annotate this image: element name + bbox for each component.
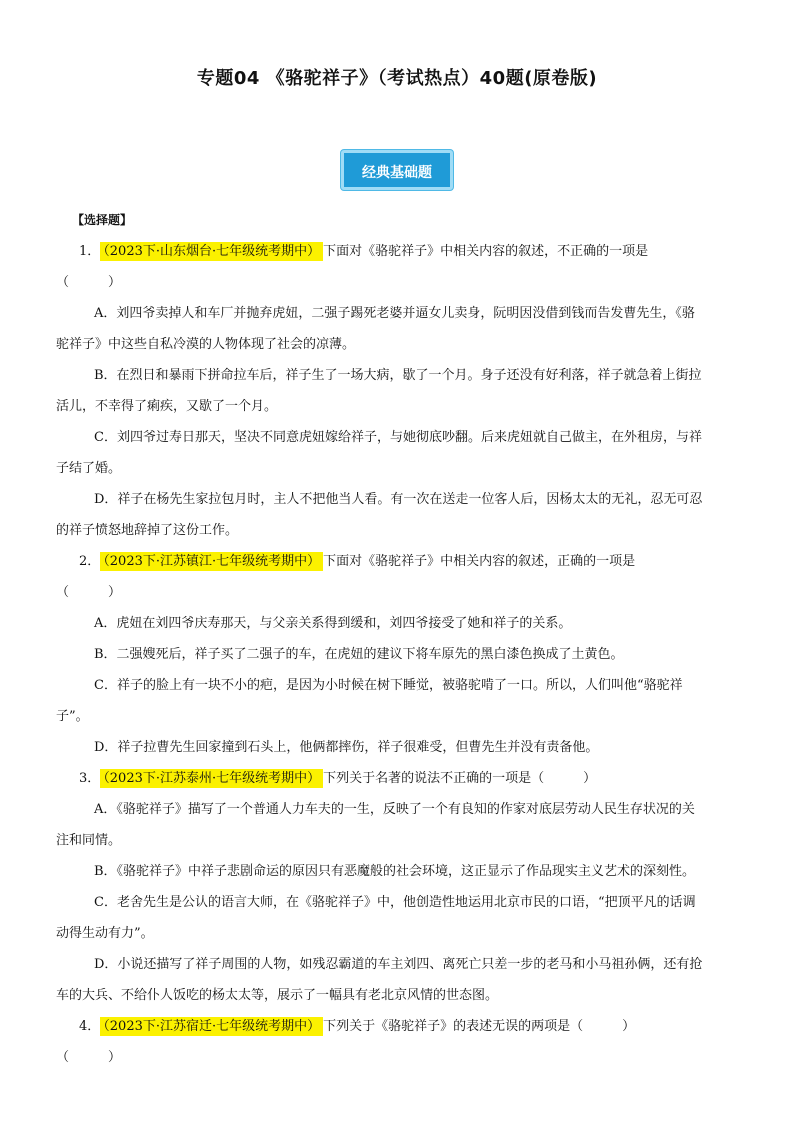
option-c-line-1: C．老舍先生是公认的语言大师，在《骆驼祥子》中，他创造性地运用北京市民的口语，“把顶平凡的话调 (94, 895, 696, 910)
option-a-line-1: A．刘四爷卖掉人和车厂并抛弃虎妞，二强子踢死老婆并逼女儿卖身，阮明因没借到钱而告发曹先生，《骆 (94, 306, 695, 321)
answer-paren: （ ） (56, 1050, 122, 1065)
option-b-line-1: B．二强嫂死后，祥子买了二强子的车，在虎妞的建议下将车原先的黑白漆色换成了土黄色。 (94, 647, 624, 662)
question-source-highlight: （2023下·山东烟台·七年级统考期中） (100, 242, 323, 261)
option-d-line-1: D．祥子拉曹先生回家撞到石头上，他俩都摔伤，祥子很难受，但曹先生并没有责备他。 (94, 740, 599, 755)
question-number: 1． (79, 244, 101, 259)
badge-container (0, 150, 794, 190)
page-title: 专题04 《骆驼祥子》（考试热点）40题(原卷版) (196, 68, 598, 89)
option-a-line-1: A．《骆驼祥子》描写了一个普通人力车夫的一生，反映了一个有良知的作家对底层劳动人民生存状况的关 (94, 802, 695, 817)
option-d-line-1: D．小说还描写了祥子周围的人物，如残忍霸道的车主刘四、离死亡只差一步的老马和小马祖孙俩，还有抢 (94, 957, 703, 972)
option-d-line-2: 车的大兵、不给仆人饭吃的杨太太等，展示了一幅具有老北京风情的世态图。 (56, 988, 499, 1003)
option-c-line-2: 动得生动有力”。 (56, 926, 154, 941)
section-badge: 经典基础题 (341, 150, 453, 190)
question-list (56, 236, 746, 1073)
option-c-line-2: 子结了婚。 (56, 461, 122, 476)
question-2-stem-line (56, 546, 746, 577)
answer-paren: （ ） (56, 275, 122, 290)
option-a-line-1: A．虎妞在刘四爷庆寿那天，与父亲关系得到缓和，刘四爷接受了她和祥子的关系。 (94, 616, 572, 631)
option-b-line-1: B．《骆驼祥子》中祥子悲剧命运的原因只有恶魔般的社会环境，这正显示了作品现实主义艺术的深刻性。 (94, 864, 696, 879)
question-stem: 下面对《骆驼祥子》中相关内容的叙述，不正确的一项是 (323, 244, 649, 259)
question-number: 2． (79, 554, 101, 569)
answer-paren: （ ） (56, 585, 122, 600)
question-3-stem-line (56, 763, 746, 794)
option-b-line-2: 活儿，不幸得了痢疾，又歇了一个月。 (56, 399, 278, 414)
option-d-line-2: 的祥子愤怒地辞掉了这份工作。 (56, 523, 239, 538)
option-c-line-2: 子”。 (56, 709, 89, 724)
option-b-line-1: B．在烈日和暴雨下拼命拉车后，祥子生了一场大病，歇了一个月。身子还没有好利落，祥子就急着上街拉 (94, 368, 702, 383)
option-c-line-1: C．祥子的脸上有一块不小的疤，是因为小时候在树下睡觉，被骆驼啃了一口。所以，人们叫他“骆驼祥 (94, 678, 683, 693)
question-source-highlight: （2023下·江苏镇江·七年级统考期中） (100, 552, 323, 571)
question-4-stem-line (56, 1011, 746, 1042)
option-d-line-1: D．祥子在杨先生家拉包月时，主人不把他当人看。有一次在送走一位客人后，因杨太太的无礼，忍无可忍 (94, 492, 703, 507)
section-label: 【选择题】 (72, 213, 133, 227)
question-stem: 下面对《骆驼祥子》中相关内容的叙述，正确的一项是 (323, 554, 636, 569)
question-1-stem-line (56, 236, 746, 267)
option-a-line-2: 驼祥子》中这些自私冷漠的人物体现了社会的凉薄。 (56, 337, 356, 352)
question-number: 4． (79, 1019, 101, 1034)
option-a-line-2: 注和同情。 (56, 833, 122, 848)
question-number: 3． (79, 771, 101, 786)
question-source-highlight: （2023下·江苏泰州·七年级统考期中） (100, 769, 323, 788)
question-stem: 下列关于《骆驼祥子》的表述无误的两项是（ ） (323, 1019, 636, 1034)
question-source-highlight: （2023下·江苏宿迁·七年级统考期中） (100, 1017, 323, 1036)
question-stem: 下列关于名著的说法不正确的一项是（ ） (323, 771, 597, 786)
option-c-line-1: C．刘四爷过寿日那天，坚决不同意虎妞嫁给祥子，与她彻底吵翻。后来虎妞就自己做主，在外租房，与祥 (94, 430, 702, 445)
